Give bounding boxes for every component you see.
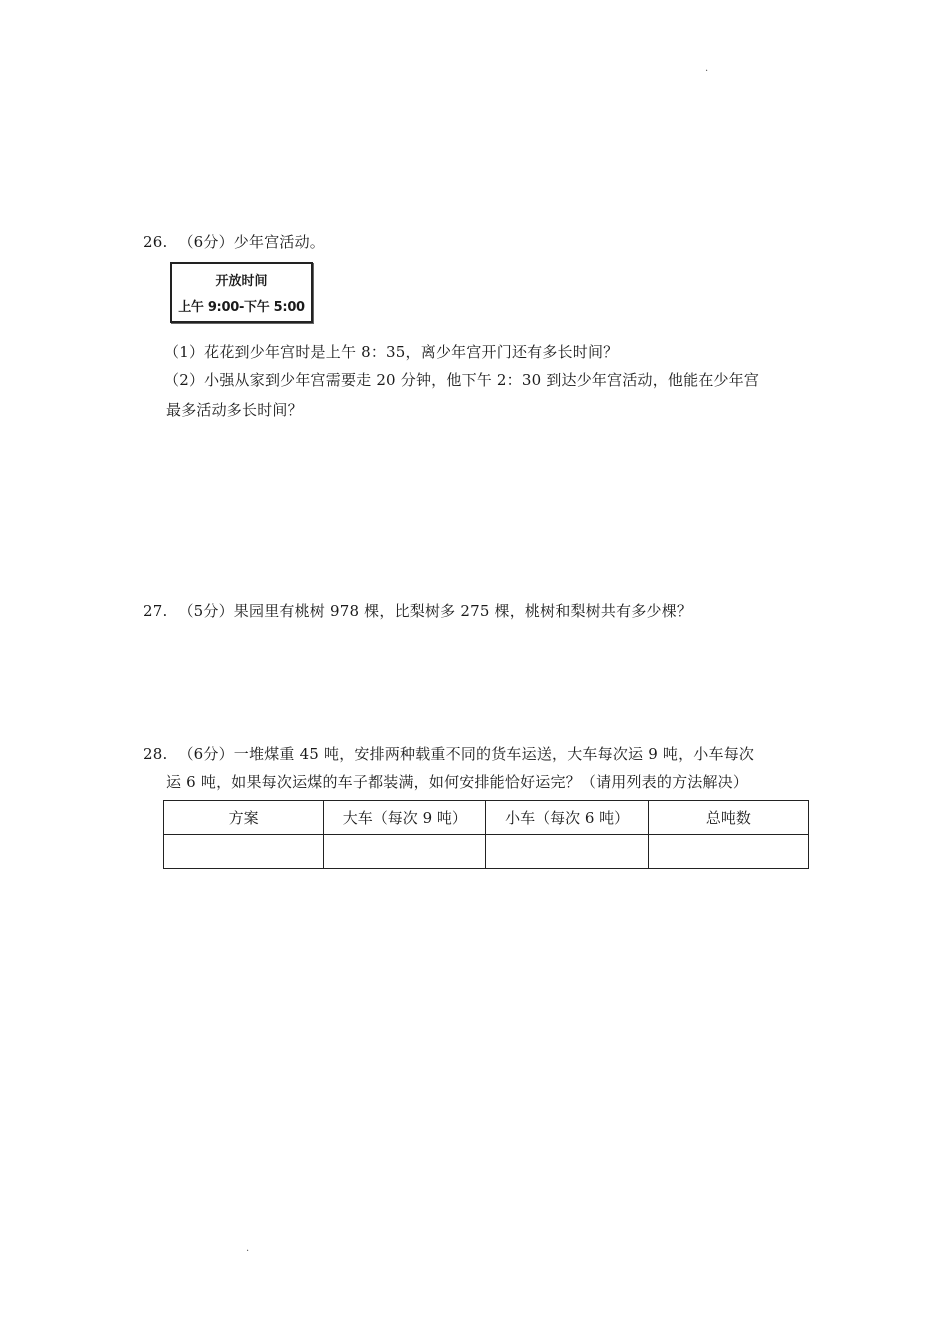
page-dot-bottom: . [246, 1243, 250, 1254]
page-dot-top: . [705, 63, 709, 74]
plan-table-cell[interactable] [324, 835, 486, 869]
plan-table-header-row [164, 801, 809, 835]
question-26-part-2-line-2: 最多活动多长时间？ [166, 401, 303, 419]
question-27-number: 27. [143, 602, 168, 620]
opening-hours-value: 上午 9:00-下午 5:00 [178, 300, 305, 315]
question-27-text: 果园里有桃树 978 棵，比梨树多 275 棵，桃树和梨树共有多少棵？ [233, 602, 693, 620]
question-28-score: （6分） [178, 745, 234, 763]
plan-table-header-plan: 方案 [164, 801, 324, 835]
plan-table [163, 800, 809, 869]
question-27-score: （5分） [178, 602, 234, 620]
question-28-number: 28. [143, 745, 168, 763]
question-27 [143, 601, 692, 621]
opening-hours-sign [170, 262, 313, 323]
plan-table-header-large-truck: 大车（每次 9 吨） [324, 801, 486, 835]
question-28-line-2: 运 6 吨，如果每次运煤的车子都装满，如何安排能恰好运完？（请用列表的方法解决） [166, 773, 749, 791]
plan-table-cell[interactable] [164, 835, 324, 869]
question-26-score: （6分） [178, 233, 234, 251]
table-row [164, 835, 809, 869]
question-26-part-2-line-1: （2）小强从家到少年宫需要走 20 分钟，他下午 2：30 到达少年宫活动，他能在少年宫 [164, 371, 760, 389]
question-26-number: 26. [143, 233, 168, 251]
plan-table-header-total: 总吨数 [648, 801, 808, 835]
opening-hours-title: 开放时间 [215, 274, 268, 289]
plan-table-header-small-truck: 小车（每次 6 吨） [486, 801, 648, 835]
question-26-heading [143, 232, 325, 252]
question-26-part-1: （1）花花到少年宫时是上午 8：35，离少年宫开门还有多长时间？ [164, 343, 619, 361]
question-28-line-1 [143, 744, 754, 764]
plan-table-cell[interactable] [648, 835, 808, 869]
plan-table-cell[interactable] [486, 835, 648, 869]
question-28-text-line-1: 一堆煤重 45 吨，安排两种载重不同的货车运送，大车每次运 9 吨，小车每次 [233, 745, 755, 763]
question-26-title: 少年宫活动。 [233, 233, 325, 251]
